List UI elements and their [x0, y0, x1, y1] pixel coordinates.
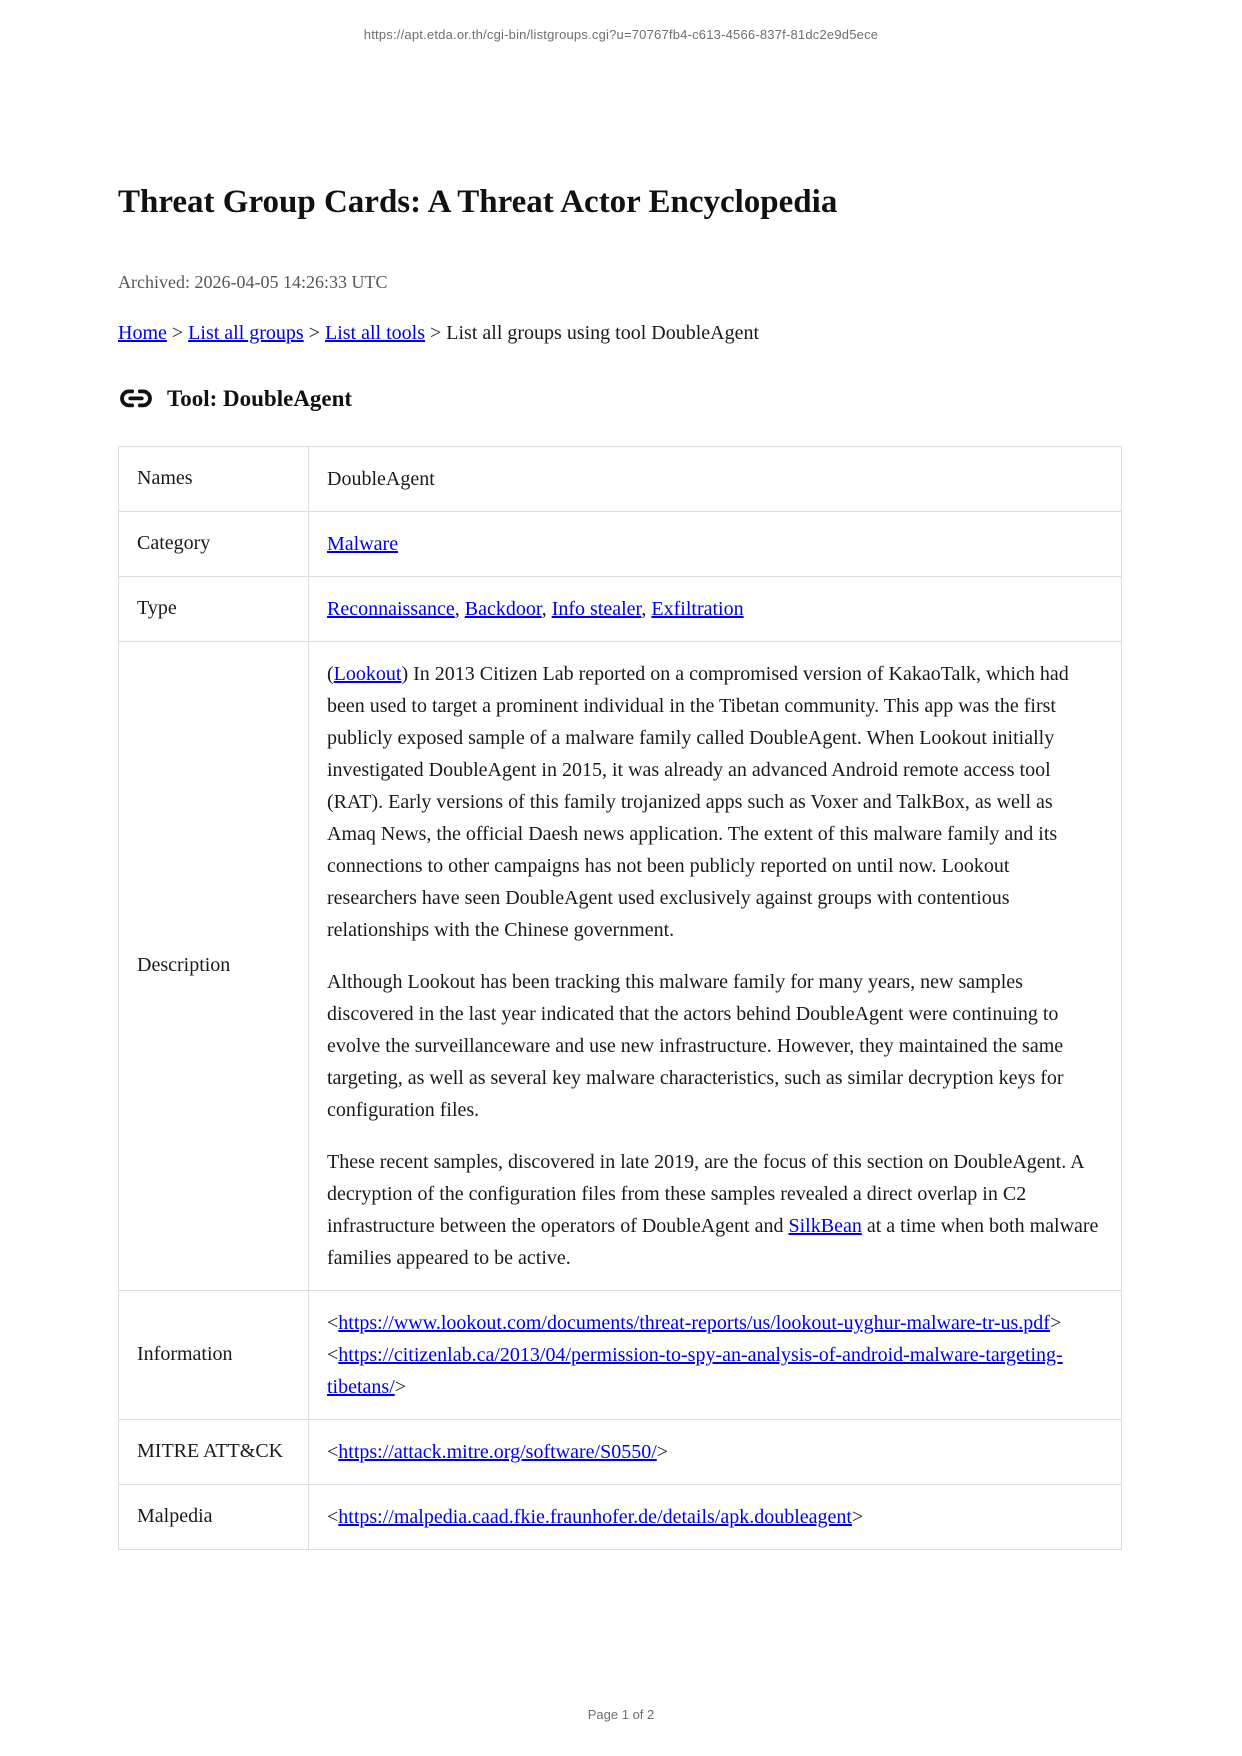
row-label-malpedia: Malpedia	[119, 1484, 309, 1549]
text: >	[394, 1375, 407, 1398]
link[interactable]: Reconnaissance	[327, 597, 455, 620]
table-row	[119, 511, 1122, 576]
table-row	[119, 446, 1122, 511]
link[interactable]: Malware	[327, 532, 399, 555]
link[interactable]: SilkBean	[788, 1214, 862, 1237]
text: <	[327, 1343, 339, 1366]
row-value-description	[309, 641, 1122, 1290]
row-value-malpedia	[309, 1484, 1122, 1549]
link[interactable]: https://citizenlab.ca/2013/04/permission-to-spy-an-analysis-of-android-malware-targeting-tibetans/	[327, 1343, 1063, 1398]
breadcrumb-current: List all groups using tool DoubleAgent	[446, 321, 760, 344]
row-label-mitre-att-ck: MITRE ATT&CK	[119, 1419, 309, 1484]
table-row	[119, 641, 1122, 1290]
tool-heading-label: Tool: DoubleAgent	[167, 385, 353, 411]
text: ,	[641, 597, 652, 620]
description-paragraph	[327, 658, 1103, 946]
link[interactable]: Info stealer	[551, 597, 642, 620]
row-value-names	[309, 446, 1122, 511]
row-value-mitre-att-ck	[309, 1419, 1122, 1484]
text: ) In 2013 Citizen Lab reported on a compromised version of KakaoTalk, which had been used to target a prominent individual in the Tibetan community. This app was the first publicly exposed sample of a malware family called DoubleAgent. When Lookout initially investigated DoubleAgent in 2015, it was already an advanced Android remote access tool (RAT). Early versions of this family trojanized apps such as Voxer and TalkBox, as well as Amaq News, the official Daesh news application. The extent of this malware family and its connections to other campaigns has not been publicly reported on until now. Lookout researchers have seen DoubleAgent used exclusively against groups with contentious relationships with the Chinese government.	[327, 662, 1069, 941]
text: ,	[541, 597, 552, 620]
breadcrumb-separator: >	[166, 321, 189, 344]
table-row	[119, 1484, 1122, 1549]
link[interactable]: https://attack.mitre.org/software/S0550/	[338, 1440, 657, 1463]
row-label-information: Information	[119, 1290, 309, 1419]
table-row	[119, 576, 1122, 641]
text: (	[327, 662, 334, 685]
description-paragraph	[327, 1146, 1103, 1274]
text: DoubleAgent	[327, 467, 435, 490]
row-value-category	[309, 511, 1122, 576]
text: ,	[454, 597, 465, 620]
breadcrumb-link[interactable]: List all groups	[188, 321, 304, 344]
breadcrumb-separator: >	[303, 321, 325, 344]
breadcrumb-link[interactable]: List all tools	[325, 321, 425, 344]
description-paragraph	[327, 966, 1103, 1126]
link[interactable]: Lookout	[333, 662, 402, 685]
text: <	[327, 1505, 339, 1528]
text: >	[1049, 1311, 1062, 1334]
text: <	[327, 1440, 339, 1463]
text: >	[851, 1505, 864, 1528]
link-icon	[118, 385, 154, 413]
page-title: Threat Group Cards: A Threat Actor Encyclopedia	[118, 184, 838, 220]
row-value-information	[309, 1290, 1122, 1419]
tool-info-table	[118, 446, 1122, 1550]
breadcrumb-separator: >	[425, 321, 447, 344]
tool-heading	[118, 385, 1122, 413]
row-label-category: Category	[119, 511, 309, 576]
row-label-names: Names	[119, 446, 309, 511]
page-content	[118, 184, 1122, 1550]
row-label-description: Description	[119, 641, 309, 1290]
text: >	[656, 1440, 669, 1463]
text: These recent samples, discovered in late 2019, are the focus of this section on DoubleAgent. A decryption of the configuration files from these samples revealed a direct overlap in C2 infrastructure between the operators of DoubleAgent and	[327, 1150, 1084, 1237]
text: <	[327, 1311, 339, 1334]
row-value-type	[309, 576, 1122, 641]
link[interactable]: Backdoor	[464, 597, 542, 620]
row-label-type: Type	[119, 576, 309, 641]
breadcrumb	[118, 322, 1122, 345]
header-url: https://apt.etda.or.th/cgi-bin/listgroups.cgi?u=70767fb4-c613-4566-837f-81dc2e9d5ece	[363, 27, 879, 42]
text: at a time when both malware families appeared to be active.	[327, 1214, 1099, 1269]
table-row	[119, 1419, 1122, 1484]
table-row	[119, 1290, 1122, 1419]
link[interactable]: https://www.lookout.com/documents/threat-reports/us/lookout-uyghur-malware-tr-us.pdf	[338, 1311, 1050, 1334]
link[interactable]: https://malpedia.caad.fkie.fraunhofer.de/details/apk.doubleagent	[338, 1505, 852, 1528]
page-indicator: Page 1 of 2	[587, 1707, 655, 1722]
breadcrumb-link[interactable]: Home	[118, 321, 167, 344]
link[interactable]: Exfiltration	[651, 597, 744, 620]
text: Although Lookout has been tracking this malware family for many years, new samples discovered in the last year indicated that the actors behind DoubleAgent were continuing to evolve the surveillanceware and use new infrastructure. However, they maintained the same targeting, as well as several key malware characteristics, such as similar decryption keys for configuration files.	[327, 970, 1064, 1121]
archived-timestamp: Archived: 2026-04-05 14:26:33 UTC	[118, 271, 388, 292]
